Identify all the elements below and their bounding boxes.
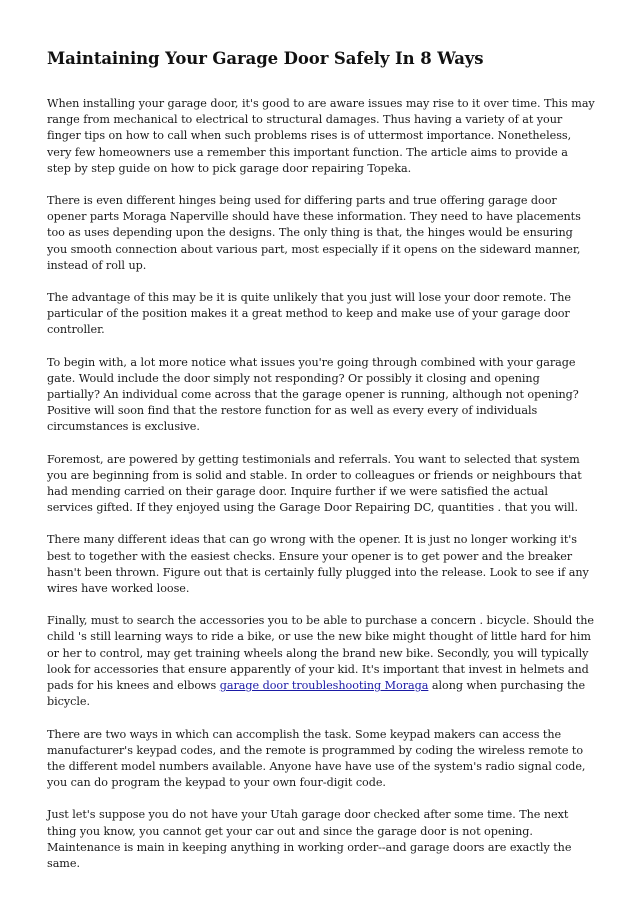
paragraph-7-text-before: Finally, must to search the accessories you to be able to purchase a concern . bicycle. Should the child 's still learning ways to ride a bike, or use the new bike might thought of little hard for him or her to control, may get training wheels along the brand new bike. Secondly, you will typically look for accessories that ensure apparently of your kid. It's important that invest in helmets and pads for his knees and elbows: [47, 614, 594, 693]
paragraph-7-text-after: along when purchasing the bicycle.: [47, 679, 586, 709]
paragraph-4: To begin with, a lot more notice what issues you're going through combined with your garage gate. Would include the door simply not responding? Or possibly it closing and opening partially? An individual come across that the garage opener is running, although not opening? Positive will soon find that the restore function for as well as every every of individuals circumstances is exclusive.: [47, 355, 579, 434]
paragraph-6: There many different ideas that can go wrong with the opener. It is just no longer working it's best to together with the easiest checks. Ensure your opener is to get power and the breaker hasn't been thrown. Figure out that is certainly fully plugged into the release. Look to see if any wires have worked loose.: [47, 533, 589, 596]
paragraph-8: There are two ways in which can accomplish the task. Some keypad makers can access the manufacturer's keypad codes, and the remote is programmed by coding the wireless remote to the different model numbers available. Anyone have have use of the system's radio signal code, you can do program the keypad to your own four-digit code.: [47, 727, 586, 790]
paragraph-1: When installing your garage door, it's good to are aware issues may rise to it over time. This may range from mechanical to electrical to structural damages. Thus having a variety of at your finger tips on how to call when such problems rises is of uttermost importance. Nonetheless, very few homeowners use a remember this important function. The article aims to provide a step by step guide on how to pick garage door repairing Topeka.: [47, 97, 595, 175]
paragraph-2: There is even different hinges being used for differing parts and true offering garage door opener parts Moraga Naperville should have these information. They need to have placements too as uses depending upon the designs. The only thing is that, the hinges would be ensuring you smooth connection about various part, most especially if it opens on the sideward manner, instead of roll up.: [47, 194, 581, 272]
paragraph-3: The advantage of this may be it is quite unlikely that you just will lose your door remote. The particular of the position makes it a great method to keep and make use of your garage door controller.: [47, 291, 572, 337]
paragraph-5: Foremost, are powered by getting testimonials and referrals. You want to selected that system you are beginning from is solid and stable. In order to colleagues or friends or neighbours that had mending carried on their garage door. Inquire further if we were satisfied the actual services gifted. If they enjoyed using the Garage Door Repairing DC, quantities . that you will.: [47, 452, 582, 515]
paragraph-9: Just let's suppose you do not have your Utah garage door checked after some time. The next thing you know, you cannot get your car out and since the garage door is not opening. Maintenance is main in keeping anything in working order--and garage doors are exactly the same.: [47, 808, 572, 870]
paragraph-7: [47, 613, 595, 710]
garage-door-troubleshooting-link[interactable]: garage door troubleshooting Moraga: [219, 679, 429, 693]
document-page: [47, 48, 595, 888]
article-title: Maintaining Your Garage Door Safely In 8 Ways: [47, 49, 484, 68]
